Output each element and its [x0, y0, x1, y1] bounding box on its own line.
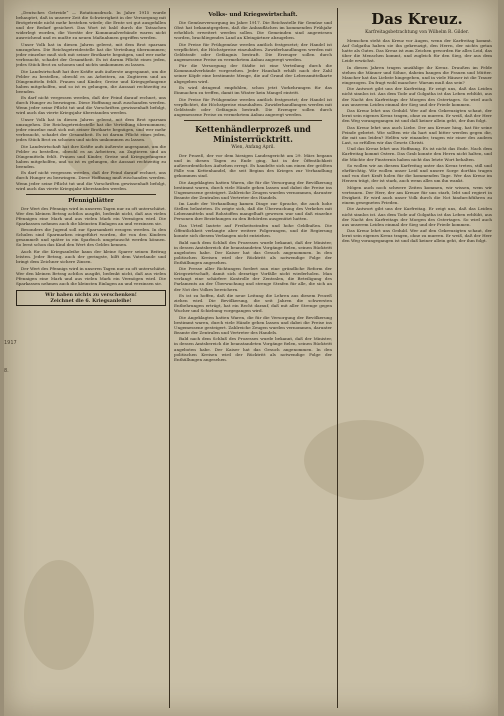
story-a-p1-repeat: Unser Volk hat in diesen Jahren gelernt, mit dem Brot sparsam umzugehen. Die Reichsgetreidestelle hat die Verteilung übernommen; jeder einzelne muß sich mit seiner Brotkarte begnügen, und wer mehr verbraucht, schadet der Gesamtheit. Es ist darum Pflicht eines jeden, jedes Stück Brot zu schonen und nichts umkommen zu lassen. — [16, 116, 166, 143]
main-p4: Das Urteil lautete auf Freiheitsstrafen und hohe Geldbußen. Die Öffentlichkeit verlangte aber weitere Folgerungen, und die Regierung konnte sich diesem Verlangen nicht entziehen. — [174, 222, 332, 239]
main-p7: Es ist zu hoffen, daß die neue Leitung die Lehren aus diesem Prozeß ziehen wird. Die Bevölkerung, die seit Jahren die schwersten Entbehrungen erträgt, hat ein Recht darauf, daß mit aller Strenge gegen Wucher und Schiebung vorgegangen wird. — [174, 293, 332, 314]
section-p1-repeat: Die Preise für Frühgemüse werden amtlich festgesetzt; der Handel ist verpflichtet, die Höchstpreise einzuhalten. Zuwiderhandlungen werden mit Geldstrafe oder Gefängnis bestraft. Die Erzeuger sollen durch angemessene Preise zu vermehrtem Anbau angeregt werden. — [174, 96, 332, 117]
story-b-title: Pfennigblätter — [68, 197, 114, 204]
main-p1: Der Prozeß, der vor dem hiesigen Landesgericht am 29. März begann und in diesen Tagen zu Ende ging, hat in der Öffentlichkeit außerordentliches Aufsehen erregt. Es handelte sich um einen der größten Fälle von Kettenhandel, die seit Beginn des Krieges zur Verhandlung gekommen sind. — [174, 152, 332, 179]
kreuz-p3: Die Antwort gibt uns der Karfreitag. Er zeigt uns, daß das Leiden nicht sinnlos ist. Aus dem Tode auf Golgatha ist das Leben erblüht, aus der Nacht des Karfreitags der Morgen des Ostertages. So wird auch aus unserem Leiden einmal der Sieg und der Friede kommen. — [342, 86, 492, 107]
newspaper-page — [4, 0, 498, 716]
main-p5-repeat: Bald nach dem Schluß des Prozesses wurde bekannt, daß der Minister, in dessen Amtsbereich die beanstandeten Vorgänge fielen, seinen Rücktritt angeboten habe. Der Kaiser hat das Gesuch angenommen. In den politischen Kreisen wird der Rücktritt als notwendige Folge der Enthüllungen angesehen. — [174, 336, 332, 362]
story-a-p2-repeat: Die Landwirtschaft hat ihre Kräfte aufs äußerste angespannt, um die Felder zu bestellen, obwohl es an Arbeitern, an Zugtieren und an Düngemitteln fehlt. Frauen und Kinder, Greise und Kriegsgefangene haben mitgeholfen, und so ist es gelungen, die Aussaat rechtzeitig zu beenden. — [16, 143, 166, 169]
kreuz-p8: Mögen auch noch schwere Zeiten kommen, wir wissen, wem wir vertrauen. Der Herr, der am Kreuze für uns starb, lebt und regiert in Ewigkeit. Er wird auch unser Volk durch die Not hindurchführen zu einem gesegneten Frieden. — [342, 184, 492, 205]
main-p2-repeat: Die Angeklagten hatten Waren, die für die Versorgung der Bevölkerung bestimmt waren, durch viele Hände gehen lassen und dabei die Preise ins Ungemessene gesteigert. Zahlreiche Zeugen wurden vernommen, darunter Beamte der Zentralen und Vertreter des Handels. — [174, 314, 332, 335]
kreuz-p4-repeat: Das Kreuz lehrt uns Geduld. Wer auf den Gekreuzigten schaut, der lernt sein eigenes Kreuz tragen, ohne zu murren. Er weiß, daß der Herr den Weg vorangegangen ist und daß keiner allein geht, der ihm folgt. — [342, 228, 492, 244]
story-a-p3-repeat: Es darf nicht vergessen werden, daß der Feind darauf rechnet, uns durch Hunger zu bezwingen. Diese Hoffnung muß zuschanden werden. Wenn jeder seine Pflicht tut und die Vorschriften gewissenhaft befolgt, wird auch das vierte Kriegsjahr überstanden werden. — [16, 170, 166, 191]
section-head: Volks- und Kriegswirtschaft. — [208, 12, 298, 18]
kreuz-title: Das Kreuz. — [371, 10, 463, 28]
right-column — [342, 10, 492, 706]
story-a-p2: Unser Volk hat in diesen Jahren gelernt, mit dem Brot sparsam umzugehen. Die Reichsgetreidestelle hat die Verteilung übernommen; jeder einzelne muß sich mit seiner Brotkarte begnügen, und wer mehr verbraucht, schadet der Gesamtheit. Es ist darum Pflicht eines jeden, jedes Stück Brot zu schonen und nichts umkommen zu lassen. — [16, 41, 166, 67]
story-b-p1: Der Wert des Pfennigs wird in unseren Tagen nur zu oft unterschätzt. Wer den kleinen Betrag achtlos ausgibt, bedenkt nicht, daß aus vielen Pfennigen eine Mark und aus vielen Mark ein Vermögen wird. Die Sparkassen nehmen auch die kleinsten Einlagen an und verzinsen sie. — [16, 205, 166, 226]
section-p2: Die Preise für Frühgemüse werden amtlich festgesetzt; der Handel ist verpflichtet, die Höchstpreise einzuhalten. Zuwiderhandlungen werden mit Geldstrafe oder Gefängnis bestraft. Die Erzeuger sollen durch angemessene Preise zu vermehrtem Anbau angeregt werden. — [174, 41, 332, 62]
main-p3: Im Laufe der Verhandlung kamen Dinge zur Sprache, die auch hohe Stellen belasteten. Es zeigte sich, daß die Überwachung des Verkehrs mit Lebensmitteln und Rohstoffen mangelhaft gewesen war und daß einzelne Personen ihre Beziehungen zu den Behörden ausgenützt hatten. — [174, 201, 332, 222]
kreuz-p7: So wollen wir an diesem Karfreitag unter das Kreuz treten, still und ehrfürchtig. Wir wollen unser Leid und unsere Sorge dorthin tragen und von dort Kraft holen für die kommenden Tage. Wer das Kreuz im Herzen trägt, der ist stark, auch wenn alles um ihn wankt. — [342, 163, 492, 184]
column-rule — [337, 8, 338, 708]
main-title: Kettenhändlerprozeß und Ministerrücktritt. — [195, 123, 311, 144]
left-column — [16, 10, 166, 706]
main-p6: Die Presse aller Richtungen fordert nun eine gründliche Reform der Kriegswirtschaft, damit sich derartige Vorfälle nicht wiederholen. Man verlangt eine schärfere Kontrolle der Zentralen, die Beteiligung des Parlaments an der Überwachung und strenge Strafen für alle, die sich an der Not des Volkes bereichern. — [174, 266, 332, 292]
story-b-p2: Besonders die Jugend soll zur Sparsamkeit erzogen werden. In den Schulen sind Sparmarken eingeführt worden, die von den Kindern gesammelt und später in ein Sparbuch umgetauscht werden können. So lernt schon das Kind den Wert des Geldes kennen. — [16, 227, 166, 248]
main-p5: Bald nach dem Schluß des Prozesses wurde bekannt, daß der Minister, in dessen Amtsbereich die beanstandeten Vorgänge fielen, seinen Rücktritt angeboten habe. Der Kaiser hat das Gesuch angenommen. In den politischen Kreisen wird der Rücktritt als notwendige Folge der Enthüllungen angesehen. — [174, 239, 332, 265]
kreuz-p4: Das Kreuz lehrt uns Geduld. Wer auf den Gekreuzigten schaut, der lernt sein eigenes Kreuz tragen, ohne zu murren. Er weiß, daß der Herr den Weg vorangegangen ist und daß keiner allein geht, der ihm folgt. — [342, 108, 492, 124]
section-p4: Es wird dringend empfohlen, schon jetzt Vorkehrungen für das Einmachen zu treffen, damit im Winter kein Mangel eintritt. — [174, 85, 332, 96]
margin-mark: 1917 — [4, 340, 17, 346]
divider — [26, 194, 156, 195]
story-a-p1: „Deutsches Getreide“ — Rotationsdruck. In Jahre 1915 wurde behauptet, daß in unserer Zeit die Schwierigkeit in der Versorgung mit Brotgetreide nicht mehr bestehen würde; die Ernte sei gut ausgefallen und der Bedarf gesichert. Das Wort ist bald durch die Tatsachen widerlegt worden, die Vorräte der Kommunalverbände waren nicht ausreichend und es mußte zu neuen Maßnahmen gegriffen werden. — [16, 10, 166, 41]
war-loan-box — [16, 290, 166, 306]
section-p1: Die Gemüseversorgung im Jahre 1917. Die Reichsstelle für Gemüse und Obst hat bekanntgegeben, daß die Anbauflächen im kommenden Frühjahr erheblich erweitert werden sollen. Die Gemeinden sind angewiesen worden, brachliegendes Land an Kleingärtner abzugeben. — [174, 20, 332, 41]
margin-mark: 8. — [4, 368, 9, 374]
kreuz-p6: Und das Kreuz lehrt uns Hoffnung. Es ist nicht das Ende. Nach dem Karfreitag kommt Ostern. Das Grab konnte den Herrn nicht halten, und die Mächte der Finsternis haben nicht das letzte Wort behalten. — [342, 146, 492, 162]
story-a-p4: Es darf nicht vergessen werden, daß der Feind darauf rechnet, uns durch Hunger zu bezwingen. Diese Hoffnung muß zuschanden werden. Wenn jeder seine Pflicht tut und die Vorschriften gewissenhaft befolgt, wird auch das vierte Kriegsjahr überstanden werden. — [16, 95, 166, 116]
middle-column — [174, 10, 332, 706]
story-a-p3: Die Landwirtschaft hat ihre Kräfte aufs äußerste angespannt, um die Felder zu bestellen, obwohl es an Arbeitern, an Zugtieren und an Düngemitteln fehlt. Frauen und Kinder, Greise und Kriegsgefangene haben mitgeholfen, und so ist es gelungen, die Aussaat rechtzeitig zu beenden. — [16, 68, 166, 94]
box-line-1: Wir haben nichts zu verschenken! — [45, 291, 137, 298]
section-p3: Für die Versorgung der Städte ist eine Verteilung durch die Kommunalverbände vorgesehen. Jeder Haushalt erhält nach der Zahl seiner Köpfe eine bestimmte Menge, die auf Grund der Lebensmittelkarte abgegeben wird. — [174, 63, 332, 84]
kreuz-p5: Das Kreuz lehrt uns auch Liebe. Der am Kreuze hing, hat für seine Feinde gebetet. Wie sollten wir da hart und bitter werden gegen die, die mit uns leiden? Helfen wir einander, tragen wir einer des andern Last, so erfüllen wir das Gesetz Christi. — [342, 124, 492, 145]
story-b-p3: Auch für die Kriegsanleihe kann der kleine Sparer seinen Beitrag leisten. Jeder Betrag, auch der geringste, hilft dem Vaterlande und bringt dem Zeichner sichere Zinsen. — [16, 248, 166, 265]
kreuz-subtitle: Karfreitagsbetrachtung von Wilhelm R. Gilder. — [365, 30, 469, 35]
byline: Wien, Anfang April. — [231, 144, 275, 150]
story-b-p1-repeat: Der Wert des Pfennigs wird in unseren Tagen nur zu oft unterschätzt. Wer den kleinen Betrag achtlos ausgibt, bedenkt nicht, daß aus vielen Pfennigen eine Mark und aus vielen Mark ein Vermögen wird. Die Sparkassen nehmen auch die kleinsten Einlagen an und verzinsen sie. — [16, 265, 166, 286]
main-p2: Die Angeklagten hatten Waren, die für die Versorgung der Bevölkerung bestimmt waren, durch viele Hände gehen lassen und dabei die Preise ins Ungemessene gesteigert. Zahlreiche Zeugen wurden vernommen, darunter Beamte der Zentralen und Vertreter des Handels. — [174, 179, 332, 200]
column-rule — [169, 8, 170, 708]
kreuz-p1: Menschen steht das Kreuz vor Augen, wenn der Karfreitag kommt. Auf Golgatha haben sie ihn gekreuzigt, den Herrn, der nichts getan hatte als Gutes. Das Kreuz ist zum Zeichen geworden für alles Leid, das über die Menschen kommt, und zugleich für den Sieg, der aus dem Leide erwächst. — [342, 38, 492, 64]
box-line-2: Zeichnet die 6. Kriegsanleihe! — [50, 297, 132, 304]
kreuz-p3-repeat: Die Antwort gibt uns der Karfreitag. Er zeigt uns, daß das Leiden nicht sinnlos ist. Aus dem Tode auf Golgatha ist das Leben erblüht, aus der Nacht des Karfreitags der Morgen des Ostertages. So wird auch aus unserem Leiden einmal der Sieg und der Friede kommen. — [342, 206, 492, 227]
kreuz-p2: In diesen Jahren tragen unzählige ihr Kreuz. Draußen im Felde stehen die Männer und Söhne, daheim bangen die Frauen und Mütter. Mancher hat das Liebste hingegeben, und in viele Häuser ist die Trauer eingezogen. Da fragt wohl mancher: Warum muß das sein? — [342, 64, 492, 85]
divider — [184, 120, 322, 121]
